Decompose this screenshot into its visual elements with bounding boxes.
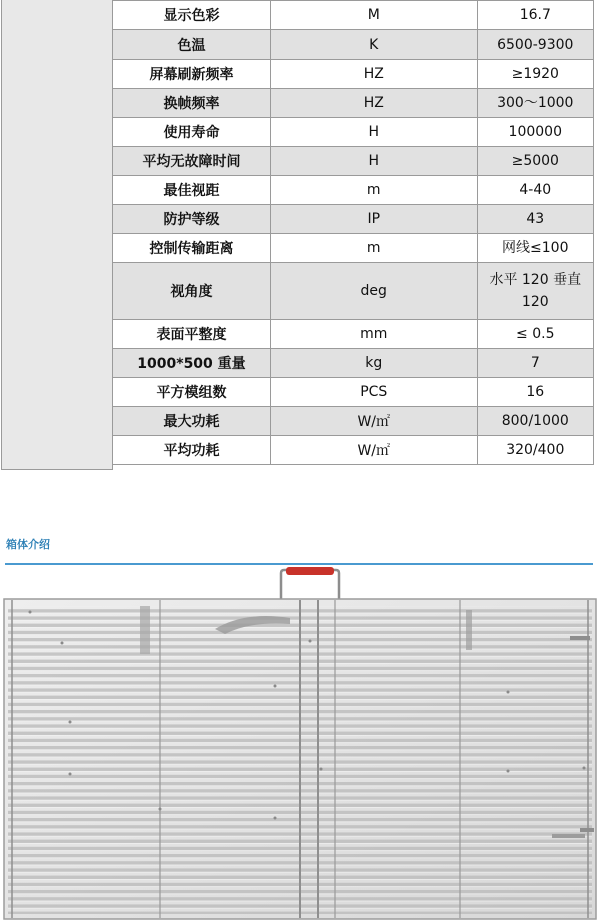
spec-name: 平均功耗 xyxy=(113,436,271,465)
spec-value: 7 xyxy=(477,349,593,378)
spec-name: 防护等级 xyxy=(113,205,271,234)
spec-value: 320/400 xyxy=(477,436,593,465)
spec-unit: H xyxy=(270,147,477,176)
spec-name: 色温 xyxy=(113,30,271,60)
spec-unit: K xyxy=(270,30,477,60)
spec-unit: deg xyxy=(270,263,477,320)
spec-name: 最大功耗 xyxy=(113,407,271,436)
spec-unit: HZ xyxy=(270,89,477,118)
table-row xyxy=(113,1,594,30)
spec-name: 视角度 xyxy=(113,263,271,320)
spec-name: 平均无故障时间 xyxy=(113,147,271,176)
spec-unit: M xyxy=(270,1,477,30)
table-row xyxy=(113,349,594,378)
spec-name: 平方模组数 xyxy=(113,378,271,407)
spec-value: 300～1000 xyxy=(477,89,593,118)
spec-unit: PCS xyxy=(270,378,477,407)
table-row xyxy=(113,147,594,176)
spec-value: 43 xyxy=(477,205,593,234)
spec-table-container xyxy=(1,0,594,471)
table-row xyxy=(113,436,594,465)
spec-unit: mm xyxy=(270,320,477,349)
table-row xyxy=(113,263,594,320)
spec-value: 4-40 xyxy=(477,176,593,205)
spec-unit: W/㎡ xyxy=(270,407,477,436)
spec-unit: m xyxy=(270,176,477,205)
table-row xyxy=(113,60,594,89)
spec-name: 1000*500 重量 xyxy=(113,349,271,378)
spec-unit: m xyxy=(270,234,477,263)
table-row xyxy=(113,118,594,147)
table-row xyxy=(113,176,594,205)
spec-table xyxy=(112,0,594,465)
spec-value: 水平 120 垂直 120 xyxy=(477,263,593,320)
spec-value: ≤ 0.5 xyxy=(477,320,593,349)
spec-unit: kg xyxy=(270,349,477,378)
spec-value: 网线≤100 xyxy=(477,234,593,263)
section-divider xyxy=(5,563,593,565)
cabinet-photo xyxy=(0,566,600,921)
spec-unit: IP xyxy=(270,205,477,234)
spec-unit: H xyxy=(270,118,477,147)
table-row xyxy=(113,378,594,407)
spec-value: 100000 xyxy=(477,118,593,147)
spec-name: 屏幕刷新频率 xyxy=(113,60,271,89)
spec-unit: HZ xyxy=(270,60,477,89)
spec-name: 使用寿命 xyxy=(113,118,271,147)
spec-table-side-cell xyxy=(1,0,113,470)
spec-value: 16 xyxy=(477,378,593,407)
spec-name: 控制传输距离 xyxy=(113,234,271,263)
spec-name: 显示色彩 xyxy=(113,1,271,30)
spec-value: ≥5000 xyxy=(477,147,593,176)
table-row xyxy=(113,407,594,436)
carry-handle xyxy=(281,567,339,599)
table-row xyxy=(113,205,594,234)
spec-value: ≥1920 xyxy=(477,60,593,89)
spec-value: 800/1000 xyxy=(477,407,593,436)
table-row xyxy=(113,89,594,118)
section-title: 箱体介绍 xyxy=(6,538,50,551)
spec-value: 6500-9300 xyxy=(477,30,593,60)
spec-name: 最佳视距 xyxy=(113,176,271,205)
table-row xyxy=(113,234,594,263)
table-row xyxy=(113,30,594,60)
spec-unit: W/㎡ xyxy=(270,436,477,465)
spec-name: 表面平整度 xyxy=(113,320,271,349)
table-row xyxy=(113,320,594,349)
spec-value: 16.7 xyxy=(477,1,593,30)
spec-name: 换帧频率 xyxy=(113,89,271,118)
